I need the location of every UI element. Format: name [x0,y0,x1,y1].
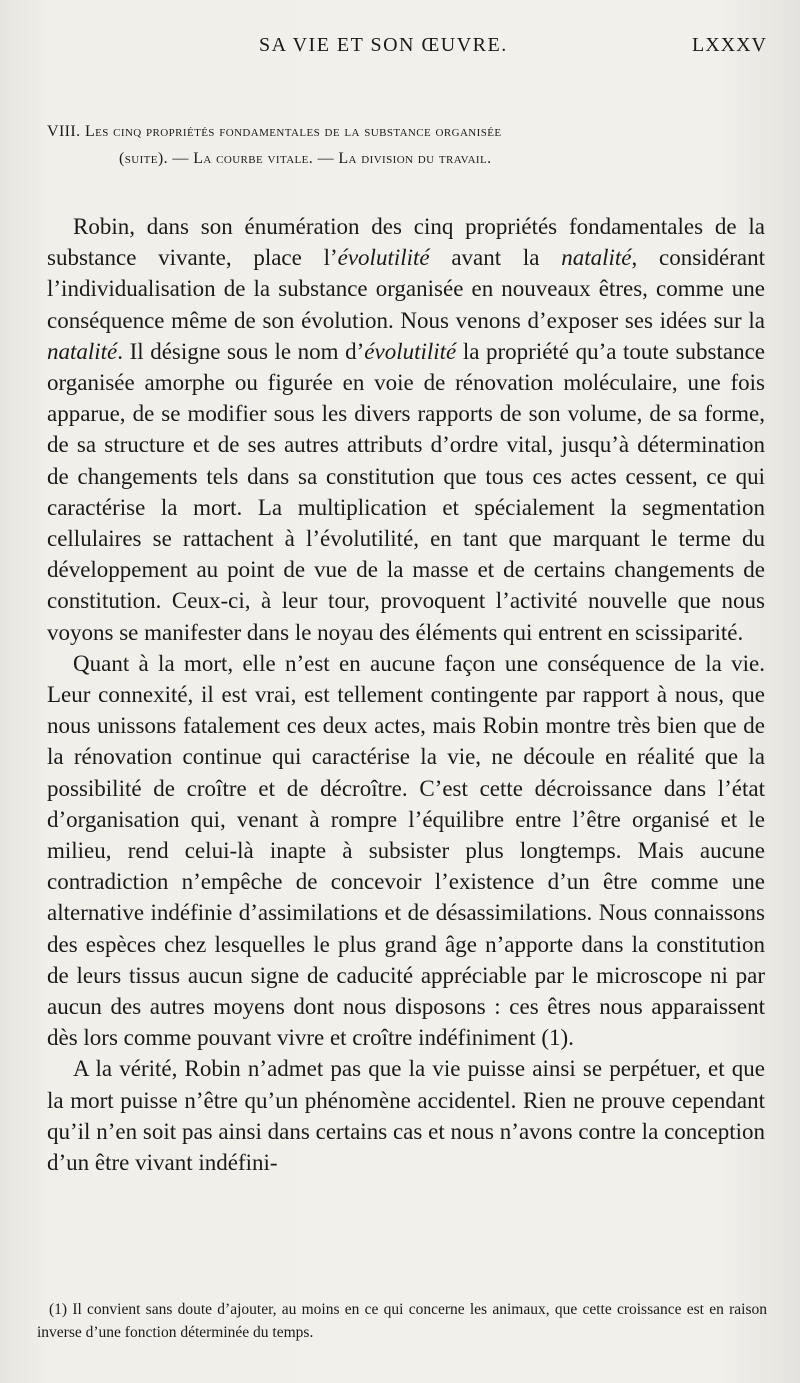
page-number: LXXXV [692,34,767,56]
footnote-1: (1) Il convient sans doute d’ajouter, au moins en ce qui concerne les animaux, que cette croissance est en raison inverse d’une fonction déterminée du temps. [37,1301,767,1341]
paragraph-1-part-4: . Il désigne sous le nom d’ [117,338,365,364]
term-natalite: natalité [561,245,632,271]
paragraph-3: A la vérité, Robin n’admet pas que la vie puisse ainsi se perpétuer, et que la mort puisse n’être qu’un phénomène accidentel. Rien ne prouve cependant qu’il n’en soit pas ainsi dans certains cas et nous n’avons contre la conception d’un être vivant indéfini- [47,1056,765,1176]
term-evolutilite: évolutilité [364,338,457,364]
term-natalite: natalité [47,338,118,364]
section-heading-line-2: (suite). — La courbe vitale. — La division du travail. [119,150,492,167]
paragraph-1-part-1: Robin, dans son énumération des cinq propriétés fondamentales de la substance vivante, place l’ [47,214,765,271]
term-evolutilite: évolutilité [337,245,430,271]
footnotes [37,1298,767,1344]
paragraph-1-part-2: avant la [429,245,562,271]
running-title: SA VIE ET SON ŒUVRE. [259,34,508,56]
paragraph-1-part-5: la propriété qu’a toute substance organisée amorphe ou figurée en voie de rénovation moléculaire, une fois apparue, de se modifier sous les divers rapports de son volume, de sa forme, de sa structure et de ses autres attributs d’ordre vital, jusqu’à détermination de changements tels dans sa constitution que tous ces actes cessent, ce qui caractérise la mort. La multiplication et spécialement la segmentation cellulaires se rattachent à l’évolutilité, en tant que marquant le terme du développement au point de vue de la masse et de certains changements de constitution. Ceux-ci, à leur tour, provoquent l’activité nouvelle que nous voyons se manifester dans le noyau des éléments qui entrent en scissiparité. [47,338,765,645]
paragraph-1 [47,211,765,648]
body-text [47,211,765,1178]
paragraph-1-part-3: , considérant l’individualisation de la substance organisée en nouveaux êtres, comme une conséquence même de son évolution. Nous venons d’exposer ses idées sur la [47,245,765,333]
section-heading-line-1: VIII. Les cinq propriétés fondamentales de la substance organisée [47,123,502,140]
paragraph-2: Quant à la mort, elle n’est en aucune façon une conséquence de la vie. Leur connexité, il est vrai, est tellement contingente par rapport à nous, que nous unissons fatalement ces deux actes, mais Robin montre très bien que de la rénovation continue qui caractérise la vie, ne découle en réalité que la possibilité de croître et de décroître. C’est cette décroissance dans l’état d’organisation qui, venant à rompre l’équilibre entre l’être organisé et le milieu, rend celui-là inapte à subsister plus longtemps. Mais aucune contradiction n’empêche de concevoir l’existence d’un être comme une alternative indéfinie d’assimilations et de désassimilations. Nous connaissons des espèces chez lesquelles le plus grand âge n’apporte dans la constitution de leurs tissus aucun signe de caducité appréciable par le microscope ni par aucun des autres moyens dont nous disposons : ces êtres nous apparaissent dès lors comme pouvant vivre et croître indéfiniment (1). [47,650,765,1051]
running-head [47,34,767,58]
section-heading [47,118,767,172]
